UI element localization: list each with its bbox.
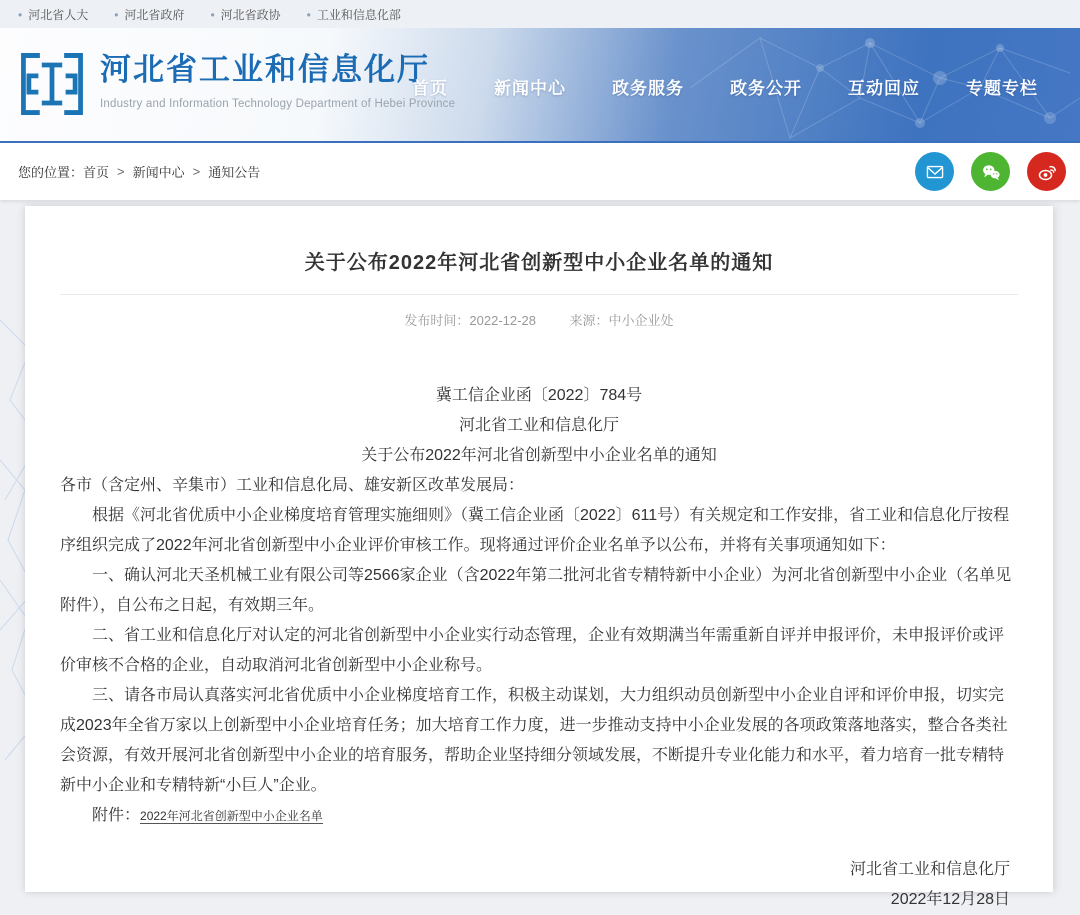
wechat-share-button[interactable] [971, 152, 1010, 191]
article-source: 来源：中小企业处 [569, 313, 674, 328]
attachment-row [60, 801, 1018, 831]
attachment-label: 附件： [92, 807, 141, 824]
social-share-buttons [915, 152, 1066, 191]
toplink-hebei-gov[interactable]: • 河北省政府 [114, 6, 184, 23]
toplink-hebei-zhengxie[interactable]: • 河北省政协 [210, 6, 280, 23]
breadcrumb-home[interactable]: 首页 [83, 165, 110, 180]
toplink-hebei-rendahui[interactable]: • 河北省人大 [18, 6, 88, 23]
nav-news-center[interactable]: 新闻中心 [494, 79, 566, 98]
weibo-icon [1035, 160, 1059, 184]
publish-date: 发布时间：2022-12-28 [404, 313, 536, 328]
site-title: 河北省工业和信息化厅 [100, 52, 430, 87]
top-link-bar [0, 0, 1080, 28]
breadcrumb-separator: > [192, 164, 201, 179]
breadcrumb-separator: > [117, 164, 125, 179]
document-org: 河北省工业和信息化厅 [458, 417, 619, 434]
breadcrumb-bar [0, 143, 1080, 200]
nav-home[interactable]: 首页 [412, 79, 448, 98]
site-title-english: Industry and Information Technology Department of Hebei Province [100, 98, 456, 110]
paragraph-intro: 根据《河北省优质中小企业梯度培育管理实施细则》（冀工信企业函〔2022〕611号）有关规定和工作安排，省工业和信息化厅按程序组织完成了2022年河北省创新型中小企业评价审核工作。现将通过评价企业名单予以公布，并将有关事项通知如下： [60, 507, 1010, 554]
signature-date: 2022年12月28日 [890, 891, 1010, 908]
breadcrumb-label: 您的位置： [18, 165, 84, 180]
site-brand[interactable] [18, 50, 455, 118]
document-title: 关于公布2022年河北省创新型中小企业名单的通知 [361, 447, 717, 464]
department-logo-icon [18, 50, 86, 118]
signature-block [60, 855, 1018, 915]
article-card [25, 206, 1053, 908]
signature-org: 河北省工业和信息化厅 [849, 861, 1010, 878]
nav-gov-services[interactable]: 政务服务 [612, 79, 684, 98]
breadcrumb [18, 162, 260, 181]
weibo-share-button[interactable] [1027, 152, 1066, 191]
nav-gov-disclosure[interactable]: 政务公开 [730, 79, 802, 98]
attachment-link[interactable]: 2022年河北省创新型中小企业名单 [140, 809, 323, 823]
email-share-button[interactable] [915, 152, 954, 191]
article-meta [60, 310, 1018, 329]
document-number: 冀工信企业函〔2022〕784号 [435, 387, 643, 404]
site-header [0, 28, 1080, 143]
main-area [0, 200, 1080, 908]
title-divider [60, 294, 1018, 295]
paragraph-item-1: 一、确认河北天圣机械工业有限公司等2566家企业（含2022年第二批河北省专精特新中小企业）为河北省创新型中小企业（名单见附件），自公布之日起，有效期三年。 [60, 567, 1012, 614]
article-title: 关于公布2022年河北省创新型中小企业名单的通知 [304, 252, 774, 274]
paragraph-item-3: 三、请各市局认真落实河北省优质中小企业梯度培育工作，积极主动谋划，大力组织动员创新型中小企业自评和评价申报，切实完成2023年全省万家以上创新型中小企业培育任务；加大培育工作力度，进一步推动支持中小企业发展的各项政策落地落实，整合各类社会资源，有效开展河北省创新型中小企业的培育服务，帮助企业坚持细分领域发展，不断提升专业化能力和水平，着力培育一批专精特新中小企业和专精特新“小巨人”企业。 [60, 687, 1008, 794]
salutation: 各市（含定州、辛集市）工业和信息化局、雄安新区改革发展局： [60, 477, 525, 494]
main-nav [412, 74, 1038, 99]
envelope-icon [924, 161, 946, 183]
wechat-icon [979, 160, 1003, 184]
breadcrumb-news-center[interactable]: 新闻中心 [132, 165, 185, 180]
paragraph-item-2: 二、省工业和信息化厅对认定的河北省创新型中小企业实行动态管理，企业有效期满当年需重新自评并申报评价，未申报评价或评价审核不合格的企业，自动取消河北省创新型中小企业称号。 [60, 627, 1005, 674]
toplink-miit[interactable]: • 工业和信息化部 [307, 6, 401, 23]
nav-interaction[interactable]: 互动回应 [848, 79, 920, 98]
breadcrumb-notices[interactable]: 通知公告 [208, 165, 261, 180]
nav-special-columns[interactable]: 专题专栏 [966, 79, 1038, 98]
document-body [60, 381, 1018, 915]
